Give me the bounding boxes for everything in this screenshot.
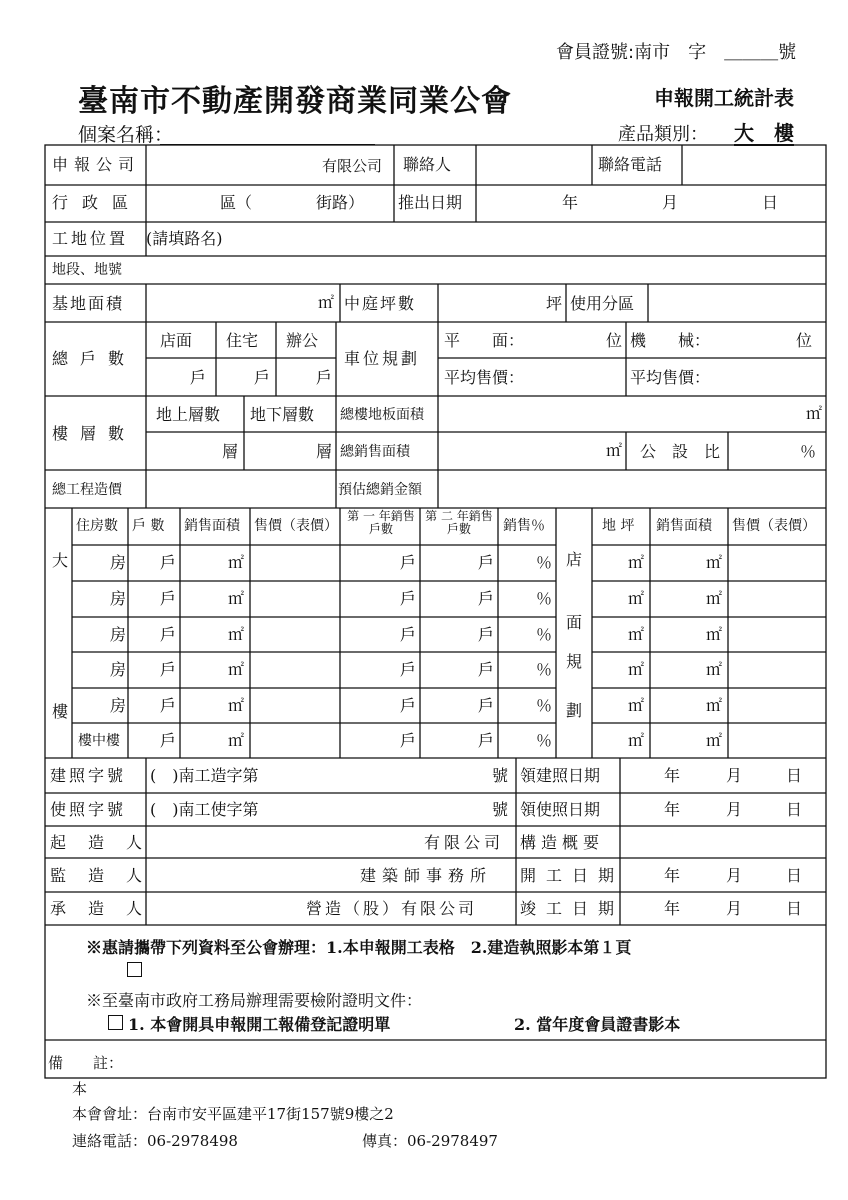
- total-sale-area-label: 總銷售面積: [340, 444, 410, 460]
- detail-row-3-rooms-unit: 房: [110, 625, 127, 644]
- end-date-year: 年: [664, 899, 681, 918]
- site-hint: (請填路名): [146, 229, 223, 248]
- detail-row-6-sales-pct-unit: ％: [536, 731, 553, 750]
- detail-row-3-shop-sale-area-unit: ㎡: [706, 625, 723, 644]
- use-permit-prefix: ( )南工使字第: [150, 800, 259, 819]
- above-ground-label: 地上層數: [156, 405, 221, 424]
- col-second-year: 第 二 年銷售戶數: [425, 509, 493, 536]
- detail-row-6-first-year-unit: 戶: [400, 731, 417, 750]
- supervisor-label: 監造人: [50, 866, 165, 885]
- detail-row-5-second-year-unit: 戶: [478, 696, 495, 715]
- member-number: 會員證號:南市 字 ＿＿＿號: [556, 42, 797, 63]
- detail-row-5-shop-sale-area-unit: ㎡: [706, 696, 723, 715]
- build-permit-label: 建照字號: [50, 766, 127, 785]
- product-type-label: 產品類別：: [618, 124, 708, 145]
- detail-row-4-second-year-unit: 戶: [478, 660, 495, 679]
- company-label: 申報公司: [52, 155, 141, 174]
- build-date-month: 月: [726, 766, 743, 785]
- company-suffix: 有限公司: [322, 157, 383, 175]
- use-permit-hao: 號: [492, 800, 509, 819]
- detail-row-2-first-year-unit: 戶: [400, 589, 417, 608]
- footer-ben: 本: [72, 1080, 88, 1098]
- households-label: 總戶數: [52, 349, 137, 368]
- detail-row-1-first-year-unit: 戶: [400, 553, 417, 572]
- end-date-day: 日: [786, 899, 803, 918]
- shop-unit: 戶: [190, 368, 207, 387]
- below-ground-label: 地下層數: [250, 405, 315, 424]
- detail-row-5-sale-area-unit: ㎡: [228, 696, 245, 715]
- detail-row-2-rooms-unit: 房: [110, 589, 127, 608]
- residence-label: 住宅: [226, 331, 259, 350]
- col-first-year: 第 一 年銷售戶數: [347, 509, 415, 536]
- start-date-day: 日: [786, 866, 803, 885]
- structure-label: 構造概要: [520, 833, 605, 852]
- detail-row-5-land-ping-unit: ㎡: [628, 696, 645, 715]
- phone-label: 聯絡電話: [598, 155, 663, 174]
- total-floor-area-unit: ㎡: [806, 404, 823, 423]
- detail-row-4-sale-area-unit: ㎡: [228, 660, 245, 679]
- contact-label: 聯絡人: [403, 155, 452, 174]
- flat-avg-price-label: 平均售價：: [444, 368, 525, 387]
- courtyard-unit: 坪: [546, 294, 563, 313]
- end-date-label: 竣工日期: [520, 899, 625, 918]
- detail-row-1-land-ping-unit: ㎡: [628, 553, 645, 572]
- detail-row-3-first-year-unit: 戶: [400, 625, 417, 644]
- footer-phone: 連絡電話：06-2978498: [72, 1132, 238, 1150]
- build-date-year: 年: [664, 766, 681, 785]
- shop-label: 店面: [160, 331, 193, 350]
- launch-month: 月: [662, 193, 679, 212]
- flat-parking-unit: 位: [606, 331, 623, 350]
- builder-label: 起造人: [50, 833, 165, 852]
- col-households: 戶 數: [132, 518, 165, 534]
- build-date-label: 領建照日期: [520, 766, 601, 785]
- detail-row-4-shop-sale-area-unit: ㎡: [706, 660, 723, 679]
- base-area-unit: ㎡: [318, 293, 335, 312]
- shop-plan-3: 規: [566, 652, 583, 671]
- base-area-label: 基地面積: [52, 294, 125, 313]
- build-date-day: 日: [786, 766, 803, 785]
- col-shop-list-price: 售價（表價）: [732, 518, 816, 534]
- detail-row-4-land-ping-unit: ㎡: [628, 660, 645, 679]
- contractor-label: 承造人: [50, 899, 165, 918]
- col-list-price: 售價（表價）: [254, 518, 338, 534]
- note-line-2: ※至臺南市政府工務局辦理需要檢附證明文件：: [86, 991, 423, 1010]
- detail-row-1-households-unit: 戶: [160, 553, 177, 572]
- note-item-1: 1. 本會開具申報開工報備登記證明單: [128, 1015, 391, 1034]
- col-sales-pct: 銷售％: [503, 518, 545, 534]
- total-cost-label: 總工程造價: [52, 482, 122, 498]
- detail-row-2-sales-pct-unit: ％: [536, 589, 553, 608]
- shop-plan-2: 面: [566, 613, 583, 632]
- col-shop-sale-area: 銷售面積: [656, 518, 712, 534]
- detail-row-3-sale-area-unit: ㎡: [228, 625, 245, 644]
- detail-row-5-first-year-unit: 戶: [400, 696, 417, 715]
- est-sales-label: 預估總銷金額: [338, 482, 422, 498]
- use-date-month: 月: [726, 800, 743, 819]
- col-sale-area: 銷售面積: [184, 518, 240, 534]
- mech-parking-label: 機 械：: [630, 331, 711, 350]
- association-name: 臺南市不動產開發商業同業公會: [78, 84, 512, 119]
- lot-label: 地段、地號: [52, 262, 122, 278]
- detail-row-4-sales-pct-unit: ％: [536, 660, 553, 679]
- product-type-value: 大 樓: [734, 121, 794, 145]
- shop-plan-4: 劃: [566, 701, 583, 720]
- note-item-2: 2. 當年度會員證書影本: [514, 1015, 681, 1034]
- district-label: 行政區: [52, 193, 143, 212]
- launch-day: 日: [762, 193, 779, 212]
- detail-row-3-households-unit: 戶: [160, 625, 177, 644]
- detail-row-2-land-ping-unit: ㎡: [628, 589, 645, 608]
- use-permit-label: 使照字號: [50, 800, 127, 819]
- footer-address: 本會會址：台南市安平區建平17街157號9樓之2: [72, 1105, 394, 1123]
- site-label: 工地位置: [52, 229, 129, 248]
- side-label-bottom: 樓: [52, 702, 69, 721]
- detail-row-3-land-ping-unit: ㎡: [628, 625, 645, 644]
- courtyard-label: 中庭坪數: [344, 294, 417, 313]
- use-date-day: 日: [786, 800, 803, 819]
- detail-row-4-households-unit: 戶: [160, 660, 177, 679]
- launch-year: 年: [562, 193, 579, 212]
- contractor-suffix: 營造（股）有限公司: [306, 899, 478, 918]
- side-label-top: 大: [52, 551, 69, 570]
- detail-row-2-sale-area-unit: ㎡: [228, 589, 245, 608]
- detail-row-2-households-unit: 戶: [160, 589, 177, 608]
- shop-plan-1: 店: [566, 550, 583, 569]
- detail-row-6-households-unit: 戶: [160, 731, 177, 750]
- parking-label: 車位規劃: [344, 349, 421, 368]
- public-ratio-label: 公 設 比: [640, 442, 721, 461]
- detail-row-4-first-year-unit: 戶: [400, 660, 417, 679]
- zoning-label: 使用分區: [570, 294, 635, 313]
- mech-parking-unit: 位: [796, 331, 813, 350]
- start-date-year: 年: [664, 866, 681, 885]
- use-date-year: 年: [664, 800, 681, 819]
- detail-row-6-shop-sale-area-unit: ㎡: [706, 731, 723, 750]
- below-ground-unit: 層: [316, 442, 333, 461]
- builder-suffix: 有限公司: [424, 833, 505, 852]
- floors-label: 樓層數: [52, 424, 137, 443]
- detail-row-3-second-year-unit: 戶: [478, 625, 495, 644]
- checkbox-1[interactable]: [127, 962, 142, 977]
- detail-row-2-shop-sale-area-unit: ㎡: [706, 589, 723, 608]
- flat-parking-label: 平 面：: [444, 331, 525, 350]
- supervisor-suffix: 建築師事務所: [360, 866, 493, 885]
- launch-date-label: 推出日期: [398, 193, 463, 212]
- office-unit: 戶: [316, 368, 333, 387]
- build-permit-hao: 號: [492, 766, 509, 785]
- note-line-1: ※惠請攜帶下列資料至公會辦理：1.本申報開工表格 2.建造執照影本第１頁: [86, 938, 632, 957]
- detail-row-3-sales-pct-unit: ％: [536, 625, 553, 644]
- end-date-month: 月: [726, 899, 743, 918]
- public-ratio-unit: ％: [800, 442, 817, 461]
- detail-row-1-sales-pct-unit: ％: [536, 553, 553, 572]
- form-title: 申報開工統計表: [654, 86, 794, 110]
- case-name-label: 個案名稱：: [78, 124, 174, 146]
- residence-unit: 戶: [254, 368, 271, 387]
- detail-row-6-sale-area-unit: ㎡: [228, 731, 245, 750]
- footer-fax: 傳真：06-2978497: [362, 1132, 498, 1150]
- detail-row-5-sales-pct-unit: ％: [536, 696, 553, 715]
- detail-row-6-rooms-unit: 樓中樓: [78, 733, 120, 749]
- detail-row-1-rooms-unit: 房: [110, 553, 127, 572]
- detail-row-5-households-unit: 戶: [160, 696, 177, 715]
- detail-row-1-shop-sale-area-unit: ㎡: [706, 553, 723, 572]
- above-ground-unit: 層: [222, 442, 239, 461]
- col-rooms: 住房數: [76, 518, 118, 534]
- start-date-label: 開工日期: [520, 866, 625, 885]
- detail-row-6-land-ping-unit: ㎡: [628, 731, 645, 750]
- detail-row-6-second-year-unit: 戶: [478, 731, 495, 750]
- detail-row-5-rooms-unit: 房: [110, 696, 127, 715]
- mech-avg-price-label: 平均售價：: [630, 368, 711, 387]
- build-permit-prefix: ( )南工造字第: [150, 766, 259, 785]
- detail-row-1-sale-area-unit: ㎡: [228, 553, 245, 572]
- detail-row-4-rooms-unit: 房: [110, 660, 127, 679]
- detail-row-1-second-year-unit: 戶: [478, 553, 495, 572]
- checkbox-2[interactable]: [108, 1015, 123, 1030]
- total-floor-area-label: 總樓地板面積: [340, 407, 424, 423]
- start-date-month: 月: [726, 866, 743, 885]
- col-land-ping: 地 坪: [602, 518, 635, 534]
- total-sale-area-unit: ㎡: [606, 441, 623, 460]
- use-date-label: 領使照日期: [520, 800, 601, 819]
- office-label: 辦公: [286, 331, 319, 350]
- detail-row-2-second-year-unit: 戶: [478, 589, 495, 608]
- district-value: 區（ 街路）: [220, 193, 365, 212]
- remark-label: 備 註：: [48, 1054, 124, 1072]
